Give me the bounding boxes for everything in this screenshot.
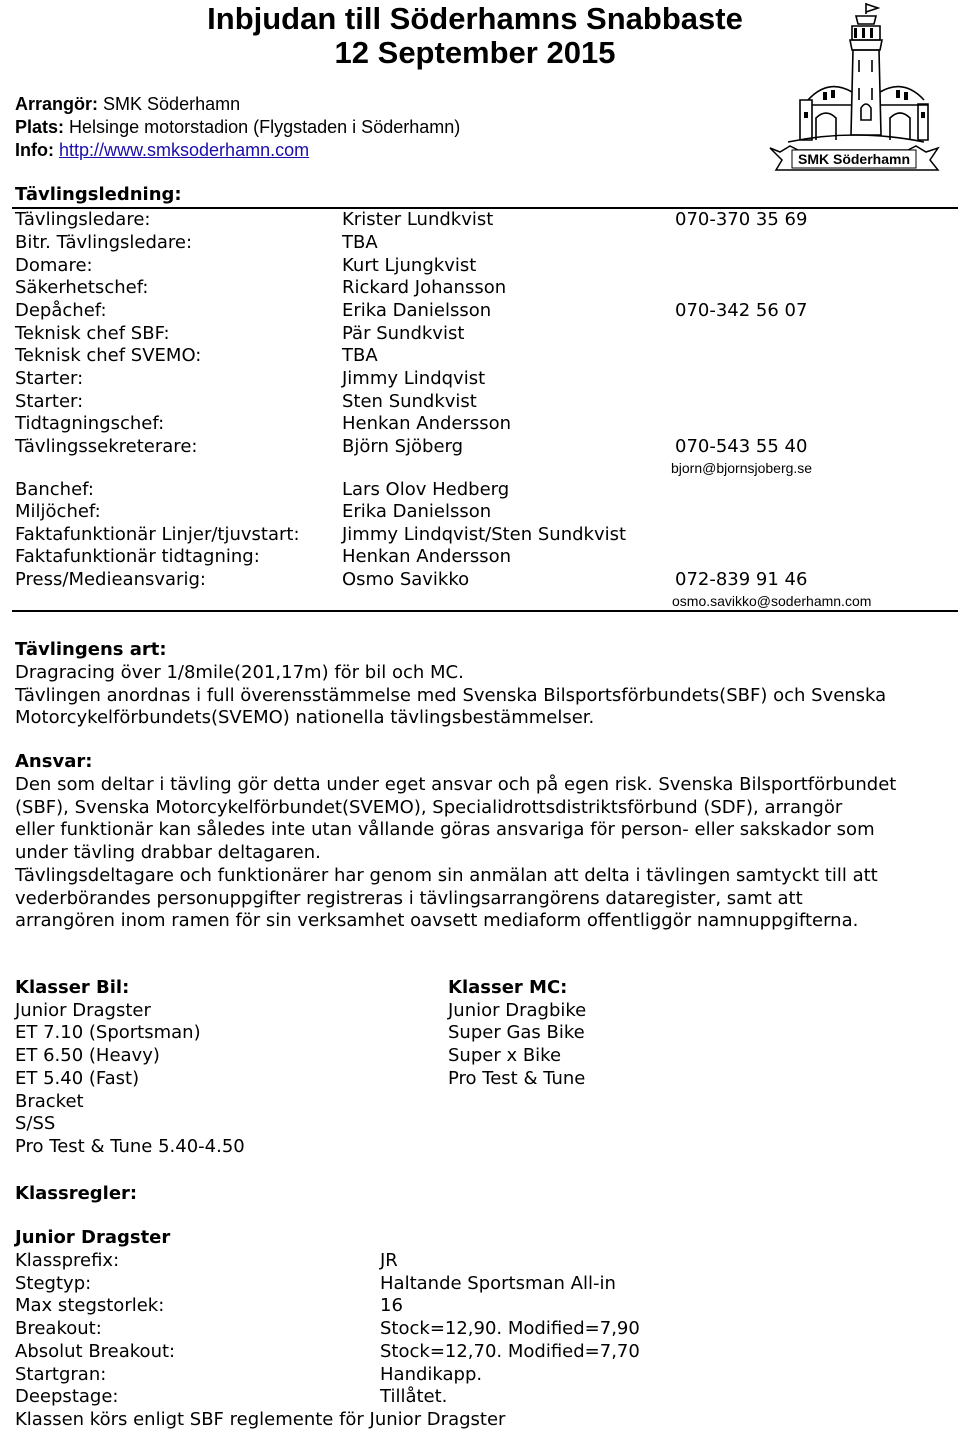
classes-mc-heading: Klasser MC: xyxy=(448,977,568,998)
leadership-row xyxy=(15,209,955,231)
role-label: Säkerhetschef: xyxy=(15,277,149,298)
rule-value: Stock=12,70. Modified=7,70 xyxy=(380,1340,640,1362)
role-label: Teknisk chef SBF: xyxy=(15,323,170,344)
rule-key: Breakout: xyxy=(15,1318,102,1340)
person-name: Erika Danielsson xyxy=(342,501,492,522)
leadership-row xyxy=(15,413,955,435)
rule-value: Tillåtet. xyxy=(380,1386,448,1408)
role-label: Bitr. Tävlingsledare: xyxy=(15,232,193,253)
class-item: ET 6.50 (Heavy) xyxy=(15,1045,160,1067)
class-item: Super x Bike xyxy=(448,1045,562,1067)
person-name: Henkan Andersson xyxy=(342,546,512,567)
rule-key: Klassprefix: xyxy=(15,1250,120,1271)
responsibility-heading: Ansvar: xyxy=(15,751,93,772)
responsibility-line: under tävling drabbar deltagaren. xyxy=(15,842,321,864)
role-label: Tidtagningschef: xyxy=(15,413,165,434)
role-label: Banchef: xyxy=(15,479,94,500)
role-label: Starter: xyxy=(15,391,84,412)
person-name: Jimmy Lindqvist xyxy=(342,368,486,389)
role-label: Faktafunktionär Linjer/tjuvstart: xyxy=(15,524,300,545)
rule-key: Absolut Breakout: xyxy=(15,1340,176,1362)
class-item: Junior Dragster xyxy=(15,999,151,1021)
competition-type-line: Dragracing över 1/8mile(201,17m) för bil och MC. xyxy=(15,662,464,683)
info-link[interactable]: http://www.smksoderhamn.com xyxy=(59,140,310,160)
person-name: Kurt Ljungkvist xyxy=(342,255,477,276)
competition-type-line: Motorcykelförbundets(SVEMO) nationella tävlingsbestämmelser. xyxy=(15,707,595,729)
classes-car-heading: Klasser Bil: xyxy=(15,977,130,998)
place-value: Helsinge motorstadion (Flygstaden i Söderhamn) xyxy=(69,117,461,137)
leadership-row xyxy=(15,300,955,322)
person-name: Henkan Andersson xyxy=(342,413,512,434)
person-name: Sten Sundkvist xyxy=(342,391,477,412)
organizer-value: SMK Söderhamn xyxy=(103,94,241,114)
tower-logo-icon xyxy=(768,0,940,172)
competition-type-line: Tävlingen anordnas i full överensstämmelse med Svenska Bilsportsförbundets(SBF) och Svenska xyxy=(15,684,887,706)
smk-logo xyxy=(768,0,940,172)
rule-key: Max stegstorlek: xyxy=(15,1295,165,1317)
page-subtitle-date: 12 September 2015 xyxy=(334,35,616,70)
classes-mc xyxy=(448,977,586,1091)
email-osmo: osmo.savikko@soderhamn.com xyxy=(672,593,872,609)
leadership-row xyxy=(15,345,955,367)
info-line xyxy=(15,139,309,161)
place-label: Plats: xyxy=(15,117,65,137)
leadership-row xyxy=(15,391,955,413)
class-rules-footer: Klassen körs enligt SBF reglemente för Junior Dragster xyxy=(15,1409,506,1430)
phone-number: 070-370 35 69 xyxy=(675,209,808,230)
role-label: Starter: xyxy=(15,368,84,389)
rule-key: Stegtyp: xyxy=(15,1272,92,1294)
class-item: Bracket xyxy=(15,1090,84,1112)
leadership-row xyxy=(15,232,955,254)
leadership-row xyxy=(15,277,955,299)
role-label: Miljöchef: xyxy=(15,501,101,522)
role-label: Tävlingssekreterare: xyxy=(15,436,198,457)
responsibility-line: Den som deltar i tävling gör detta under eget ansvar och på egen risk. Svenska Bilsportförbundet xyxy=(15,774,897,795)
class-rules-table xyxy=(15,1250,955,1410)
rule-key: Deepstage: xyxy=(15,1386,119,1408)
leadership-row xyxy=(15,524,955,546)
role-label: Press/Medieansvarig: xyxy=(15,569,206,590)
responsibility-line: eller funktionär kan således inte utan vållande göras ansvariga för person- eller sakskador som xyxy=(15,819,875,841)
person-name: Erika Danielsson xyxy=(342,300,492,321)
logo-text: SMK Söderhamn xyxy=(797,151,911,167)
responsibility-line: arrangören inom ramen för sin verksamhet oavsett mediaform offentliggör namnuppgifterna. xyxy=(15,910,859,932)
role-label: Tävlingsledare: xyxy=(15,209,151,230)
rule-key: Startgran: xyxy=(15,1363,107,1385)
class-item: Junior Dragbike xyxy=(448,999,587,1021)
organizer-label: Arrangör: xyxy=(15,94,99,114)
page-title: Inbjudan till Söderhamns Snabbaste xyxy=(207,1,743,36)
class-rules-heading: Klassregler: xyxy=(15,1183,138,1204)
leadership-row xyxy=(15,479,955,501)
leadership-row xyxy=(15,436,955,458)
rule-value: Stock=12,90. Modified=7,90 xyxy=(380,1318,640,1340)
responsibility-line: vederbörandes personuppgifter registreras i tävlingsarrangörens dataregister, samt att xyxy=(15,887,803,909)
person-name: Björn Sjöberg xyxy=(342,436,464,457)
role-label: Domare: xyxy=(15,255,93,276)
class-item: ET 5.40 (Fast) xyxy=(15,1067,140,1089)
leadership-row xyxy=(15,546,955,568)
phone-number: 070-543 55 40 xyxy=(675,436,808,457)
responsibility-line: (SBF), Svenska Motorcykelförbundet(SVEMO), Specialidrottsdistriktsförbund (SDF), arrangör xyxy=(15,796,843,818)
person-name: Rickard Johansson xyxy=(342,277,507,298)
place-line xyxy=(15,116,460,138)
person-name: TBA xyxy=(342,345,378,366)
person-name: Lars Olov Hedberg xyxy=(342,479,510,500)
role-label: Faktafunktionär tidtagning: xyxy=(15,546,260,567)
class-item: Pro Test & Tune xyxy=(448,1067,586,1089)
person-name: Osmo Savikko xyxy=(342,569,470,590)
class-item: Pro Test & Tune 5.40-4.50 xyxy=(15,1135,245,1157)
competition-type-heading: Tävlingens art: xyxy=(15,639,167,660)
class-item: Super Gas Bike xyxy=(448,1022,585,1044)
leadership-row xyxy=(15,501,955,523)
leadership-row xyxy=(15,368,955,390)
phone-number: 072-839 91 46 xyxy=(675,569,808,590)
junior-dragster-heading: Junior Dragster xyxy=(15,1227,171,1248)
person-name: Jimmy Lindqvist/Sten Sundkvist xyxy=(342,524,627,545)
role-label: Depåchef: xyxy=(15,300,107,321)
leadership-row xyxy=(15,255,955,277)
info-label: Info: xyxy=(15,140,54,160)
competition-type-text xyxy=(15,662,950,730)
rule-value: Haltande Sportsman All-in xyxy=(380,1272,616,1294)
leadership-row xyxy=(15,569,955,591)
rule-value: Handikapp. xyxy=(380,1363,483,1385)
class-item: ET 7.10 (Sportsman) xyxy=(15,1022,201,1044)
person-name: Krister Lundkvist xyxy=(342,209,494,230)
email-bjorn: bjorn@bjornsjoberg.se xyxy=(671,460,813,476)
rule-value: JR xyxy=(380,1250,398,1271)
responsibility-text xyxy=(15,774,950,933)
classes-car xyxy=(15,977,245,1159)
person-name: TBA xyxy=(342,232,378,253)
phone-number: 070-342 56 07 xyxy=(675,300,808,321)
class-item: S/SS xyxy=(15,1113,56,1135)
divider-bottom xyxy=(12,610,958,612)
person-name: Pär Sundkvist xyxy=(342,323,465,344)
organizer-line xyxy=(15,93,240,115)
role-label: Teknisk chef SVEMO: xyxy=(15,345,202,366)
leadership-heading: Tävlingsledning: xyxy=(15,184,182,205)
responsibility-line: Tävlingsdeltagare och funktionärer har genom sin anmälan att delta i tävlingen samtyckt till att xyxy=(15,864,878,886)
leadership-row xyxy=(15,323,955,345)
rule-value: 16 xyxy=(380,1295,403,1317)
